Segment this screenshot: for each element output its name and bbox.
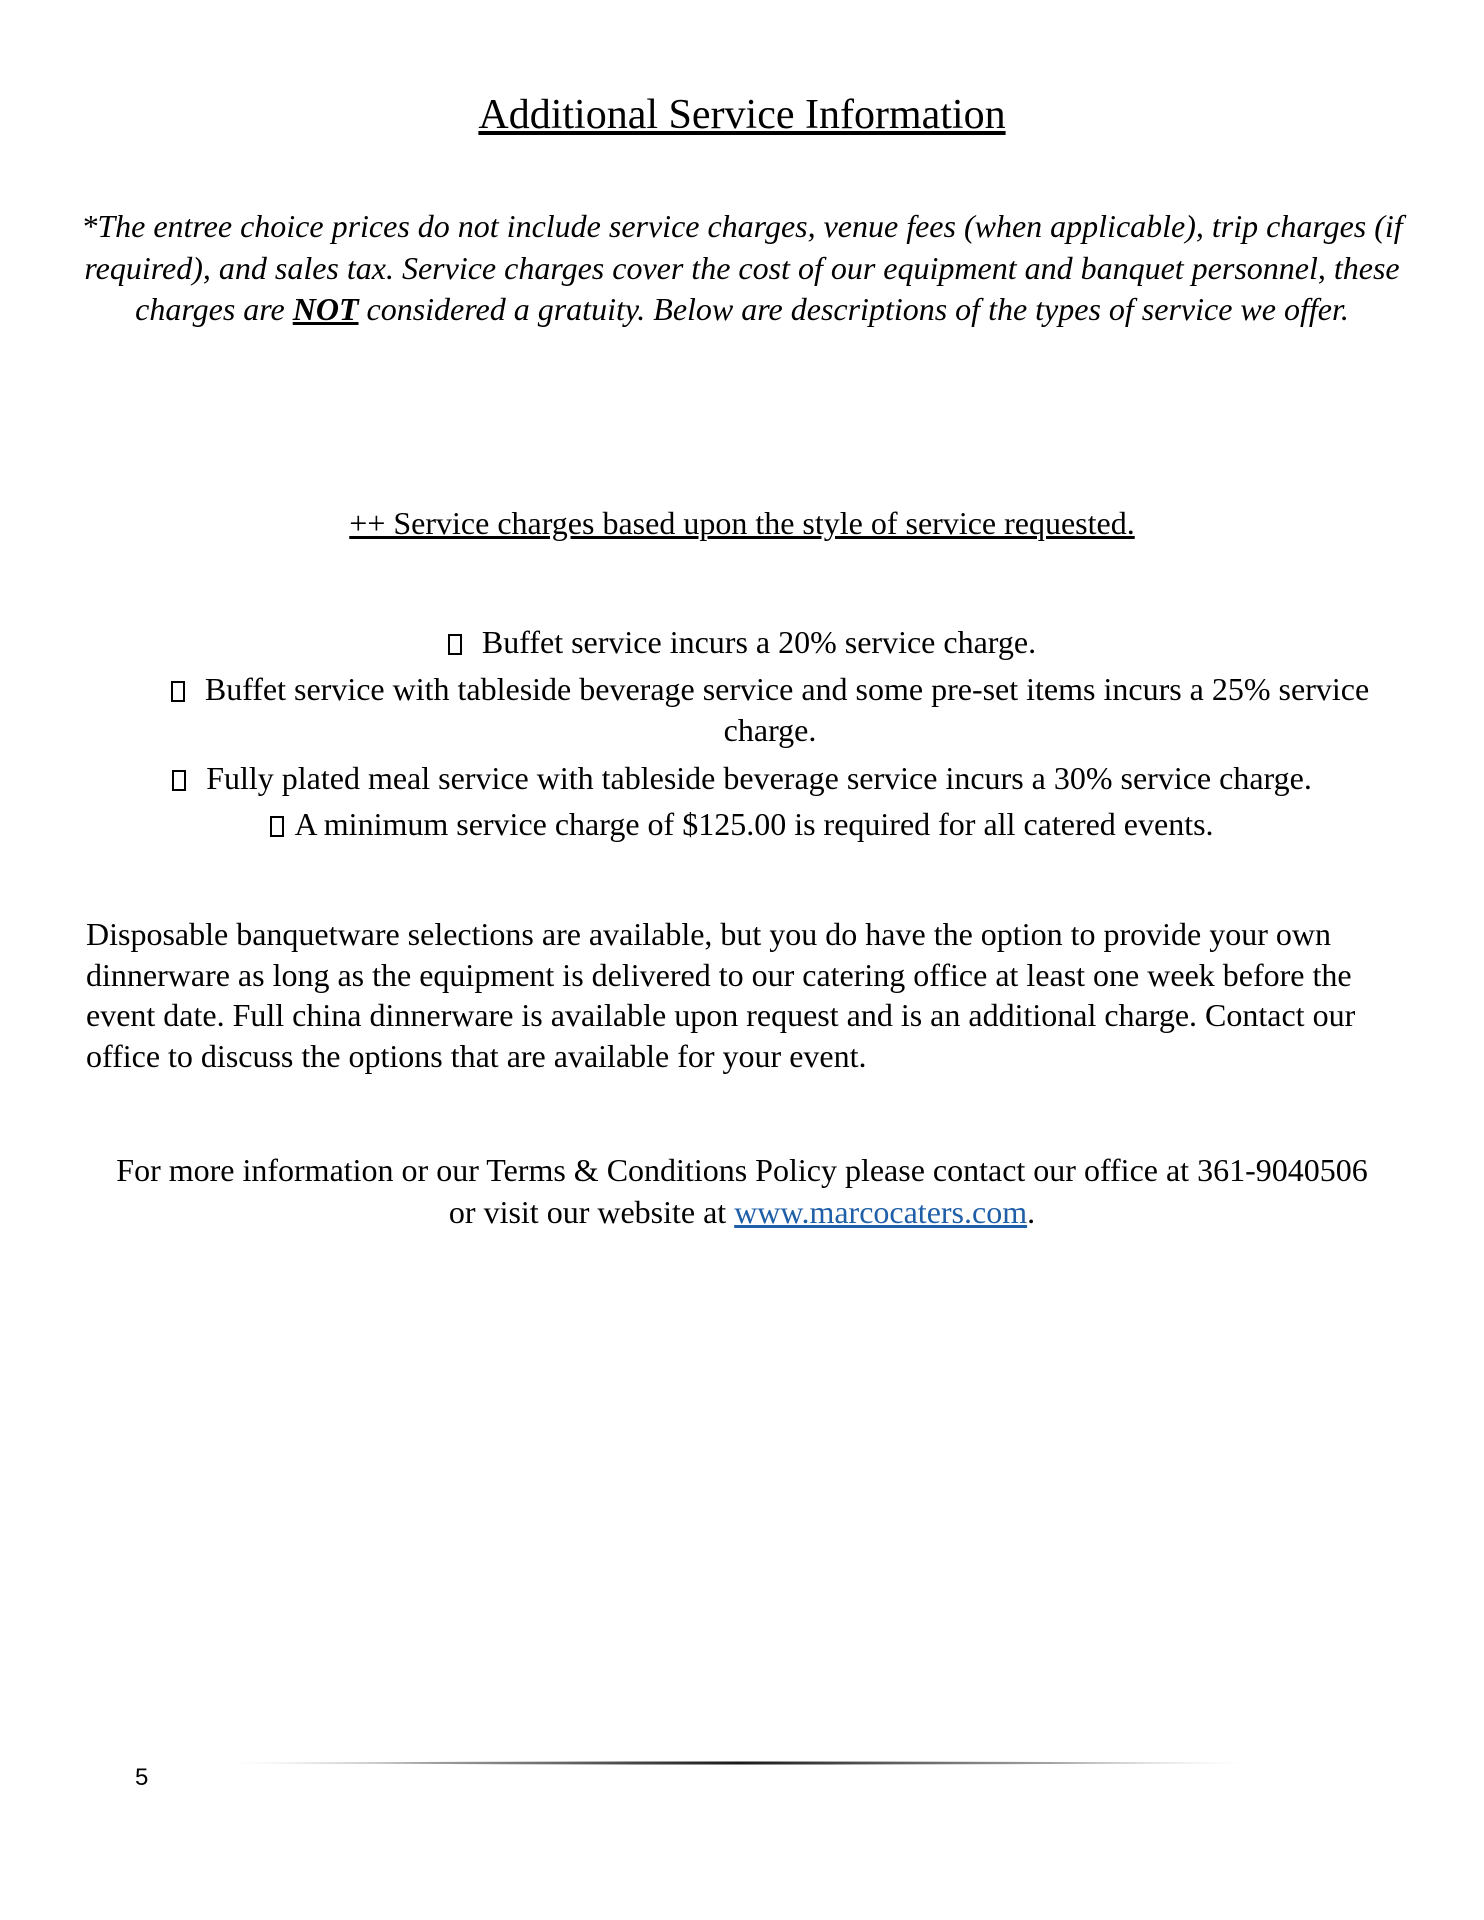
bullet-text: Buffet service with tableside beverage service and some pre-set items incurs a 25% service charge. (204, 671, 1370, 748)
contact-end: . (1027, 1193, 1036, 1230)
contact-paragraph (100, 1150, 1384, 1233)
bullet-item (0, 622, 1484, 663)
bullet-text: Fully plated meal service with tableside beverage service incurs a 30% service charge. (206, 760, 1312, 796)
intro-emphasis: NOT (292, 291, 359, 327)
intro-paragraph (80, 206, 1404, 331)
page-number: 5 (135, 1764, 149, 1791)
checkbox-bullet-icon (171, 681, 185, 702)
service-charges-heading: ++ Service charges based upon the style of service requested. (349, 505, 1135, 541)
banquetware-paragraph: Disposable banquetware selections are available, but you do have the option to provide your own dinnerware as long as the equipment is delivered to our catering office at least one week before the event date. Full china dinnerware is available upon request and is an additional charge. Contact our office to discuss the options that are available for your event. (86, 916, 1356, 1074)
intro-text-2: considered a gratuity. Below are descriptions of the types of service we offer. (358, 291, 1349, 327)
bullet-item (170, 669, 1370, 751)
checkbox-bullet-icon (270, 816, 284, 837)
bullet-text: Buffet service incurs a 20% service charge. (481, 624, 1037, 660)
checkbox-bullet-icon (448, 634, 462, 655)
contact-text: For more information or our Terms & Conditions Policy please contact our office at 361-9040506 or visit our website at (116, 1152, 1368, 1230)
website-link[interactable]: www.marcocaters.com (734, 1193, 1028, 1230)
bullet-item (0, 758, 1484, 799)
footer-divider (215, 1760, 1260, 1766)
bullet-item (0, 804, 1484, 845)
bullet-text: A minimum service charge of $125.00 is required for all catered events. (294, 806, 1214, 842)
intro-text-1: *The entree choice prices do not include service charges, venue fees (when applicable), trip charges (if required), and sales tax. Service charges cover the cost of our equipment and banquet personnel, these charges are (81, 208, 1403, 327)
page-title: Additional Service Information (478, 92, 1006, 138)
checkbox-bullet-icon (172, 770, 186, 791)
